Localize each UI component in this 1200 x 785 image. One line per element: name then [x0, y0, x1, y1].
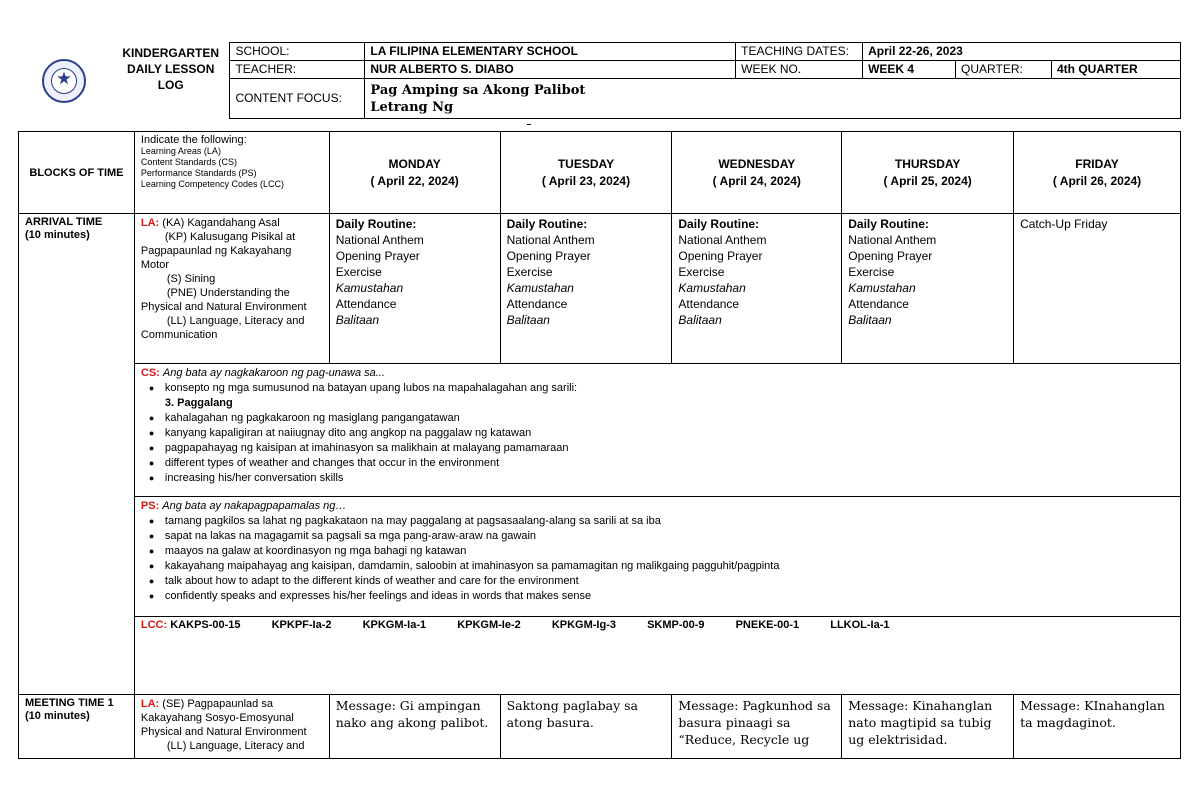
indicate-title: Indicate the following: [140, 134, 247, 146]
routine-header: Daily Routine: [848, 217, 929, 231]
meeting-duration: (10 minutes) [25, 710, 90, 722]
arrival-time-label: ARRIVAL TIME [25, 216, 103, 228]
ps-item: ● kakayahang maipahayag ang kaisipan, damdamin, saloobin at imahinasyon sa pamamagitan ng malikgaing pagguhit/pagpinta [149, 559, 1174, 574]
day-header-wednesday [672, 132, 842, 214]
message-thursday: Message: Kinahanglan nato magtipid sa tubig ug elektrisidad. [842, 695, 1014, 759]
cs-item: ● different types of weather and changes that occur in the environment [149, 456, 1174, 471]
routine-monday [329, 214, 500, 364]
la-line: Physical and Natural Environment [140, 301, 307, 313]
routine-item: Kamustahan [678, 281, 746, 295]
routine-item: Kamustahan [848, 281, 916, 295]
teaching-dates-label: TEACHING DATES: [736, 43, 863, 61]
lcc-code: KAKPS-00-15 [170, 619, 241, 631]
blocks-of-time-header: BLOCKS OF TIME [19, 132, 135, 214]
week-value: WEEK 4 [863, 61, 956, 79]
la-line: Motor [140, 259, 170, 271]
content-focus-label: CONTENT FOCUS: [230, 79, 365, 119]
routine-wednesday [672, 214, 842, 364]
indicate-item: Content Standards (CS) [140, 157, 237, 167]
routine-item: Opening Prayer [506, 249, 591, 263]
content-focus-value [365, 79, 1181, 119]
routine-item: Exercise [678, 265, 725, 279]
cs-sub-item: 3. Paggalang [164, 397, 233, 409]
ps-item: ● talk about how to adapt to the different kinds of weather and care for the environment [149, 574, 1174, 589]
la-line: Physical and Natural Environment [140, 726, 307, 738]
message-monday: Message: Gi ampingan nako ang akong palibot. [329, 695, 500, 759]
meeting-learning-areas [134, 695, 329, 759]
la-label: LA: [140, 217, 160, 229]
learning-competency-codes [134, 617, 1180, 695]
la-line: (KP) Kalusugang Pisikal at [164, 231, 296, 243]
routine-item: Exercise [506, 265, 553, 279]
ps-item: ● sapat na lakas na magagamit sa pagsali sa mga pang-araw-araw na gawain [149, 529, 1174, 544]
routine-thursday [842, 214, 1014, 364]
ps-item: ● confidently speaks and expresses his/her feelings and ideas in words that makes sense [149, 589, 1174, 604]
quarter-label: QUARTER: [956, 61, 1052, 79]
cs-item: ● kahalagahan ng pagkakaroon ng masiglang pangangatawan [149, 411, 1174, 426]
routine-header: Daily Routine: [506, 217, 588, 231]
la-line: Kakayahang Sosyo-Emosyunal [140, 712, 294, 724]
routine-item: Attendance [335, 297, 397, 311]
routine-item: Balitaan [506, 313, 550, 327]
quarter-value: 4th QUARTER [1052, 61, 1181, 79]
school-label: SCHOOL: [230, 43, 365, 61]
la-line: (SE) Pagpapaunlad sa [162, 698, 273, 710]
la-line: Communication [140, 329, 218, 341]
teacher-value: NUR ALBERTO S. DIABO [365, 61, 736, 79]
day-name: MONDAY [388, 156, 441, 171]
day-header-tuesday [500, 132, 672, 214]
performance-standards [134, 497, 1180, 617]
day-header-thursday [842, 132, 1014, 214]
cs-item: ● pagpapahayag ng kaisipan at imahinasyon sa malikhain at malayang pamamaraan [149, 441, 1174, 456]
separator-mark [527, 124, 531, 125]
content-standards [134, 364, 1180, 497]
day-date: ( April 22, 2024) [370, 173, 459, 188]
lcc-code: SKMP-00-9 [647, 619, 705, 631]
school-value: LA FILIPINA ELEMENTARY SCHOOL [365, 43, 736, 61]
routine-item: Balitaan [335, 313, 380, 327]
day-header-monday [329, 132, 500, 214]
header-table [18, 42, 1181, 119]
routine-item: Attendance [848, 297, 909, 311]
meeting-time-cell [19, 695, 135, 759]
indicate-item: Learning Competency Codes (LCC) [140, 179, 284, 189]
deped-logo [18, 43, 112, 119]
lcc-code: KPKGM-Ig-3 [551, 619, 616, 631]
la-label: LA: [140, 698, 160, 710]
catch-up-friday: Catch-Up Friday [1014, 214, 1181, 364]
routine-item: Exercise [335, 265, 382, 279]
title-line1: KINDERGARTEN [122, 45, 220, 60]
message-wednesday: Message: Pagkunhod sa basura pinaagi sa “Reduce, Recycle ug [672, 695, 842, 759]
day-name: WEDNESDAY [718, 156, 796, 171]
la-line: (LL) Language, Literacy and [166, 740, 305, 752]
arrival-time-cell [19, 214, 135, 695]
la-line: (KA) Kagandahang Asal [162, 217, 280, 229]
document-title [112, 43, 230, 119]
meeting-time-label: MEETING TIME 1 [25, 697, 114, 709]
cs-item: ● konsepto ng mga sumusunod na batayan upang lubos na mapahalagahan ang sarili: [149, 381, 1174, 396]
week-label: WEEK NO. [736, 61, 863, 79]
routine-header: Daily Routine: [678, 217, 760, 231]
la-line: Pagpapaunlad ng Kakayahang [140, 245, 292, 257]
routine-item: Exercise [848, 265, 895, 279]
lcc-code: KPKGM-Ie-2 [457, 619, 521, 631]
day-date: ( April 25, 2024) [883, 173, 972, 188]
day-date: ( April 23, 2024) [541, 173, 631, 188]
routine-item: Kamustahan [335, 281, 404, 295]
routine-header: Daily Routine: [335, 217, 417, 231]
ps-label: PS: [140, 500, 160, 512]
ps-intro: Ang bata ay nakapagpapamalas ng… [162, 500, 347, 512]
routine-item: National Anthem [335, 233, 424, 247]
day-name: THURSDAY [894, 156, 961, 171]
title-line2: DAILY LESSON LOG [127, 61, 215, 92]
routine-item: National Anthem [678, 233, 767, 247]
day-name: FRIDAY [1075, 156, 1119, 171]
message-friday: Message: KInahanglan ta magdaginot. [1014, 695, 1181, 759]
routine-tuesday [500, 214, 672, 364]
indicate-header [134, 132, 329, 214]
lesson-log-table [18, 131, 1181, 759]
la-line: (PNE) Understanding the [166, 287, 290, 299]
ps-list [141, 514, 1174, 604]
routine-item: National Anthem [506, 233, 595, 247]
cs-list [141, 381, 1174, 486]
indicate-item: Learning Areas (LA) [140, 146, 221, 156]
lcc-code: KPKGM-Ia-1 [362, 619, 427, 631]
la-line: (LL) Language, Literacy and [166, 315, 305, 327]
day-name: TUESDAY [557, 156, 615, 171]
routine-item: Balitaan [678, 313, 722, 327]
la-line: (S) Sining [166, 273, 216, 285]
teacher-label: TEACHER: [230, 61, 365, 79]
day-date: ( April 26, 2024) [1052, 173, 1142, 188]
cs-item: ● increasing his/her conversation skills [149, 471, 1174, 486]
routine-item: Opening Prayer [678, 249, 763, 263]
routine-item: National Anthem [848, 233, 937, 247]
lcc-code: LLKOL-Ia-1 [830, 619, 890, 631]
routine-item: Kamustahan [506, 281, 574, 295]
routine-item: Opening Prayer [335, 249, 420, 263]
content-focus-line2: Letrang Ng [370, 100, 454, 115]
lcc-code: KPKPF-Ia-2 [271, 619, 332, 631]
indicate-item: Performance Standards (PS) [140, 168, 257, 178]
cs-label: CS: [140, 367, 160, 379]
teaching-dates-value: April 22-26, 2023 [863, 43, 1181, 61]
arrival-duration: (10 minutes) [25, 229, 90, 241]
ps-item: ● maayos na galaw at koordinasyon ng mga bahagi ng katawan [149, 544, 1174, 559]
content-focus-line1: Pag Amping sa Akong Palibot [370, 83, 586, 98]
cs-intro: Ang bata ay nagkakaroon ng pag-unawa sa... [162, 367, 385, 379]
cs-item: ● kanyang kapaligiran at naiiugnay dito ang angkop na paggalaw ng katawan [149, 426, 1174, 441]
message-tuesday: Saktong paglabay sa atong basura. [500, 695, 672, 759]
lcc-label: LCC: [140, 619, 168, 631]
routine-item: Opening Prayer [848, 249, 933, 263]
day-header-friday [1014, 132, 1181, 214]
routine-item: Attendance [678, 297, 740, 311]
lcc-code: PNEKE-00-1 [735, 619, 800, 631]
arrival-learning-areas [134, 214, 329, 364]
day-date: ( April 24, 2024) [712, 173, 801, 188]
ps-item: ● tamang pagkilos sa lahat ng pagkakataon na may paggalang at pagsasaalang-alang sa sarili at sa iba [149, 514, 1174, 529]
routine-item: Balitaan [848, 313, 892, 327]
deped-seal-icon [42, 59, 86, 103]
routine-item: Attendance [506, 297, 568, 311]
